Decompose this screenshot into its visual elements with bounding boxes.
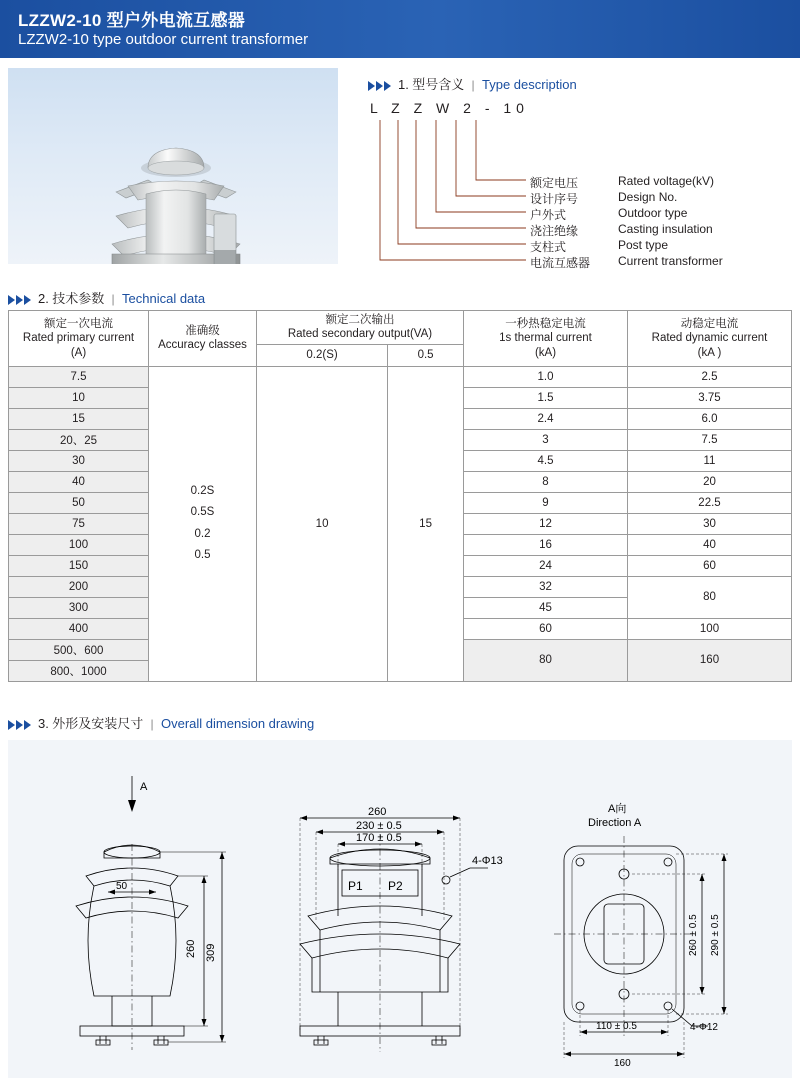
cell-thermal: 45 [464, 597, 628, 618]
type-item-cn-3: 浇注绝缘 [530, 224, 579, 238]
cell-thermal: 24 [464, 555, 628, 576]
accuracy-value-2: 0.2 [194, 527, 211, 540]
header-accuracy-cn: 准确级 [185, 325, 220, 337]
view1-dim-309: 309 [205, 943, 217, 962]
cell-primary: 800、1000 [9, 660, 149, 681]
view-1-front-elevation [76, 776, 226, 1050]
view3-dim-160: 160 [614, 1058, 631, 1069]
cell-secondary-02s: 10 [257, 366, 388, 681]
section-3-title-en: Overall dimension drawing [161, 716, 315, 731]
accuracy-value-3: 0.5 [194, 549, 211, 562]
cell-primary: 10 [9, 387, 149, 408]
cell-thermal: 12 [464, 513, 628, 534]
type-item-en-5: Current transformer [618, 254, 723, 268]
view3-hole-note: 4-Φ12 [690, 1022, 718, 1033]
view-2-side-elevation [300, 816, 488, 1053]
technical-data-table [8, 310, 792, 682]
cell-thermal: 3 [464, 429, 628, 450]
cell-dynamic: 22.5 [628, 492, 792, 513]
cell-thermal: 1.5 [464, 387, 628, 408]
view1-dim-260: 260 [185, 939, 197, 958]
header-rated-secondary-output [257, 311, 464, 345]
cell-dynamic: 160 [628, 639, 792, 681]
header-title-en: LZZW2-10 type outdoor current transformer [18, 31, 309, 48]
cell-primary: 15 [9, 408, 149, 429]
section-title-dimension-drawing [8, 713, 314, 732]
cell-dynamic: 40 [628, 534, 792, 555]
accuracy-value-1: 0.5S [190, 506, 215, 519]
cell-primary: 50 [9, 492, 149, 513]
cell-dynamic: 2.5 [628, 366, 792, 387]
view1-arrow-label: A [140, 781, 148, 793]
cell-primary: 20、25 [9, 429, 149, 450]
section-marker-icon [8, 720, 32, 730]
header-thermal-unit: (kA) [534, 346, 557, 359]
section-marker-icon [8, 295, 32, 305]
type-item-en-0: Rated voltage(kV) [618, 174, 715, 188]
table-row [9, 366, 792, 387]
cell-primary: 75 [9, 513, 149, 534]
cell-secondary-05: 15 [388, 366, 464, 681]
type-description-diagram [360, 96, 794, 286]
cell-thermal: 9 [464, 492, 628, 513]
header-accuracy-classes [149, 311, 257, 367]
cell-dynamic: 100 [628, 618, 792, 639]
cell-dynamic: 7.5 [628, 429, 792, 450]
cell-dynamic: 6.0 [628, 408, 792, 429]
cell-primary: 500、600 [9, 639, 149, 660]
type-item-en-1: Design No. [618, 190, 678, 204]
cell-dynamic: 3.75 [628, 387, 792, 408]
cell-thermal: 4.5 [464, 450, 628, 471]
cell-thermal: 60 [464, 618, 628, 639]
type-item-en-3: Casting insulation [618, 222, 713, 236]
header-thermal-en: 1s thermal current [499, 332, 592, 345]
cell-thermal: 32 [464, 576, 628, 597]
section-title-type-description [368, 74, 577, 93]
cell-dynamic: 80 [628, 576, 792, 618]
header-thermal-cn: 一秒热稳定电流 [505, 317, 586, 330]
view3-title-en: Direction A [588, 817, 642, 829]
view2-terminal-p2: P2 [388, 879, 403, 893]
header-secondary-cn: 额定二次输出 [325, 314, 395, 326]
cell-primary: 7.5 [9, 366, 149, 387]
page-header [0, 0, 800, 58]
header-rated-primary-current [9, 311, 149, 367]
type-item-cn-5: 电流互感器 [530, 256, 591, 270]
view3-dim-260: 260 ± 0.5 [688, 914, 699, 956]
cell-thermal: 2.4 [464, 408, 628, 429]
header-accuracy-en: Accuracy classes [158, 339, 247, 352]
product-photo [8, 68, 338, 264]
section-1-title-en: Type description [482, 77, 577, 92]
view1-dim-50: 50 [116, 881, 128, 892]
cell-primary: 30 [9, 450, 149, 471]
view2-hole-note: 4-Φ13 [472, 855, 503, 867]
type-item-en-4: Post type [618, 238, 669, 252]
cell-primary: 200 [9, 576, 149, 597]
header-dynamic-en: Rated dynamic current [651, 332, 768, 345]
section-2-number: 2. [38, 291, 49, 306]
header-primary-en: Rated primary current [22, 332, 135, 345]
section-1-separator: | [471, 78, 475, 92]
header-dynamic-cn: 动稳定电流 [680, 317, 739, 330]
cell-dynamic: 11 [628, 450, 792, 471]
type-item-en-2: Outdoor type [618, 206, 688, 220]
section-3-number: 3. [38, 716, 49, 731]
cell-thermal: 8 [464, 471, 628, 492]
cell-accuracy-classes [149, 366, 257, 681]
header-secondary-en: Rated secondary output(VA) [287, 328, 433, 341]
section-2-title-cn: 技术参数 [52, 291, 105, 306]
cell-primary: 40 [9, 471, 149, 492]
dimension-drawing-panel [8, 740, 792, 1078]
view3-title-cn: A向 [608, 803, 627, 815]
product-photo-image [8, 68, 338, 264]
section-1-number: 1. [398, 77, 409, 92]
section-2-title-en: Technical data [122, 291, 206, 306]
section-marker-icon [368, 81, 392, 91]
view2-dim-170: 170 ± 0.5 [356, 832, 402, 844]
type-item-cn-4: 支柱式 [530, 240, 567, 254]
type-item-cn-1: 设计序号 [530, 192, 579, 206]
header-dynamic-unit: (kA ) [697, 346, 722, 359]
section-title-technical-data [8, 288, 205, 307]
view2-dim-230: 230 ± 0.5 [356, 820, 402, 832]
cell-thermal: 16 [464, 534, 628, 555]
cell-dynamic: 20 [628, 471, 792, 492]
type-code-letters: L Z Z W 2 - 10 [370, 100, 529, 116]
cell-primary: 300 [9, 597, 149, 618]
view3-dim-290: 290 ± 0.5 [710, 914, 721, 956]
dimension-drawings [8, 740, 792, 1078]
header-dynamic-current [628, 311, 792, 367]
cell-primary: 400 [9, 618, 149, 639]
view2-terminal-p1: P1 [348, 879, 363, 893]
view2-dim-260: 260 [368, 806, 387, 818]
section-1-title-cn: 型号含义 [412, 77, 465, 92]
section-2-separator: | [111, 292, 115, 306]
header-primary-cn: 额定一次电流 [44, 317, 113, 330]
section-3-separator: | [150, 717, 154, 731]
table-header-row-1 [9, 311, 792, 345]
cell-primary: 100 [9, 534, 149, 555]
header-primary-unit: (A) [70, 346, 87, 359]
view3-dim-110: 110 ± 0.5 [596, 1021, 637, 1032]
cell-dynamic: 30 [628, 513, 792, 534]
header-thermal-current [464, 311, 628, 367]
cell-primary: 150 [9, 555, 149, 576]
type-item-cn-0: 额定电压 [530, 176, 579, 190]
header-title-cn: LZZW2-10 型户外电流互感器 [18, 11, 246, 30]
cell-thermal: 80 [464, 639, 628, 681]
cell-thermal: 1.0 [464, 366, 628, 387]
accuracy-value-0: 0.2S [190, 485, 215, 498]
type-item-cn-2: 户外式 [530, 208, 567, 222]
header-secondary-02s: 0.2(S) [257, 344, 388, 366]
section-3-title-cn: 外形及安装尺寸 [52, 716, 144, 731]
header-secondary-05: 0.5 [388, 344, 464, 366]
cell-dynamic: 60 [628, 555, 792, 576]
